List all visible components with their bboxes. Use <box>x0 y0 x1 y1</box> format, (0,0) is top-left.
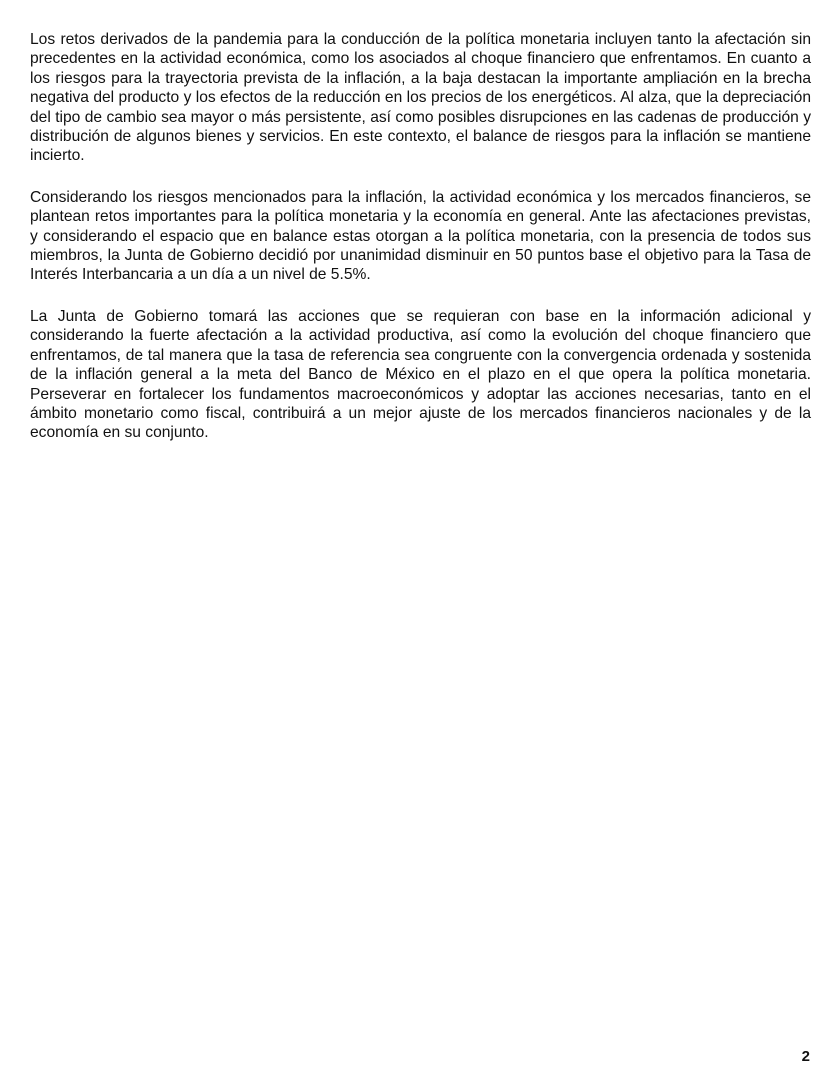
paragraph-outlook: La Junta de Gobierno tomará las acciones que se requieran con base en la información adicional y considerando la fuerte afectación a la actividad productiva, así como la evolución del choque financiero que enfrentamos, de tal manera que la tasa de referencia sea congruente con la convergencia ordenada y sostenida de la inflación general a la meta del Banco de México en el plazo en el que opera la política monetaria. Perseverar en fortalecer los fundamentos macroeconómicos y adoptar las acciones necesarias, tanto en el ámbito monetario como fiscal, contribuirá a un mejor ajuste de los mercados financieros nacionales y de la economía en su conjunto. <box>30 307 811 442</box>
page-number: 2 <box>801 1048 810 1065</box>
document-body <box>30 30 811 465</box>
paragraph-decision: Considerando los riesgos mencionados para la inflación, la actividad económica y los mercados financieros, se plantean retos importantes para la política monetaria y la economía en general. Ante las afectaciones previstas, y considerando el espacio que en balance estas otorgan a la política monetaria, con la presencia de todos sus miembros, la Junta de Gobierno decidió por unanimidad disminuir en 50 puntos base el objetivo para la Tasa de Interés Interbancaria a un día a un nivel de 5.5%. <box>30 188 811 284</box>
paragraph-risks: Los retos derivados de la pandemia para la conducción de la política monetaria incluyen tanto la afectación sin precedentes en la actividad económica, como los asociados al choque financiero que enfrentamos. En cuanto a los riesgos para la trayectoria prevista de la inflación, a la baja destacan la importante ampliación en la brecha negativa del producto y los efectos de la reducción en los precios de los energéticos. Al alza, que la depreciación del tipo de cambio sea mayor o más persistente, así como posibles disrupciones en las cadenas de producción y distribución de algunos bienes y servicios. En este contexto, el balance de riesgos para la inflación se mantiene incierto. <box>30 31 811 165</box>
